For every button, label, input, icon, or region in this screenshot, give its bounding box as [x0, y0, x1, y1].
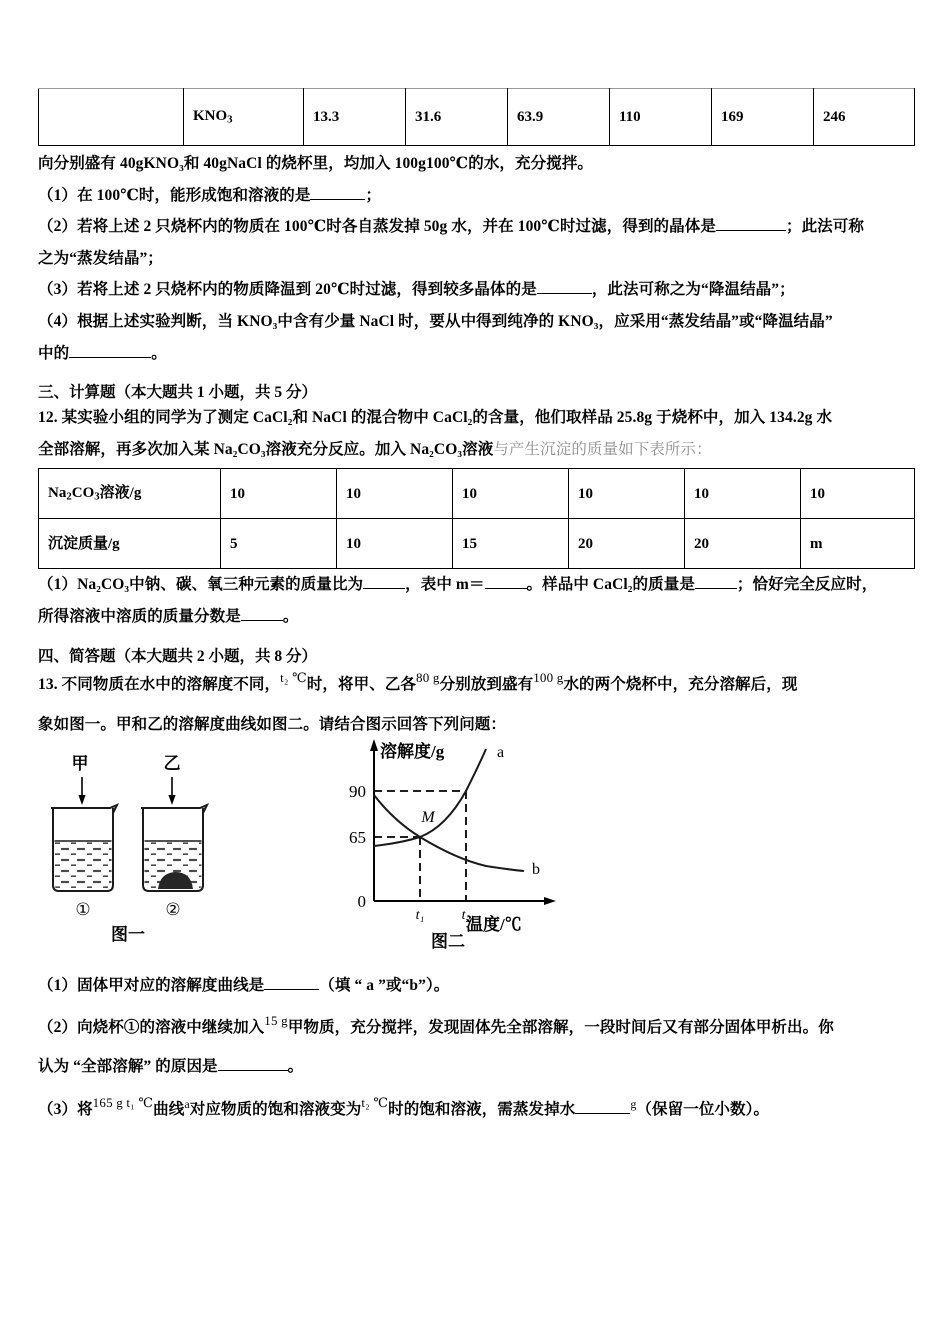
- part-text-tail: ，此法可称之为“降温结晶”；: [591, 281, 795, 299]
- part-text: 。样品中 CaCl₂的质量是: [526, 576, 695, 594]
- part-text: 曲线: [153, 1100, 185, 1118]
- part-text-tail: ；此法可称: [785, 218, 864, 236]
- part-text-cont: 认为 “全部溶解” 的原因是: [38, 1057, 218, 1075]
- arrow-head-left: [78, 795, 85, 805]
- figures-container: [38, 741, 914, 971]
- figure-two-solubility-chart: [316, 729, 576, 949]
- q11-part-4: [38, 313, 914, 332]
- y-tick-label-90: 90: [349, 781, 366, 801]
- table-cell-value: 13.3: [304, 89, 406, 146]
- answer-blank[interactable]: [264, 989, 319, 990]
- part-number: （1）: [38, 576, 78, 594]
- table-cell-value: 20: [685, 519, 801, 569]
- table-cell-value: 10: [337, 519, 453, 569]
- table-cell-value: 10: [453, 469, 569, 519]
- part-number: （1）: [38, 976, 78, 994]
- math-unit-g: g: [630, 1096, 637, 1111]
- q11-part-3: [38, 281, 914, 300]
- beaker-left-number: ①: [75, 899, 91, 919]
- q12-text-bold: 全部溶解，再多次加入某 Na₂CO₃溶液充分反应。加入 Na₂CO₃溶液: [38, 440, 494, 458]
- part-text: 在 100℃时，能形成饱和溶液的是: [77, 186, 311, 204]
- curve-b: [374, 795, 524, 871]
- q13-text: 分别放到盛有: [439, 675, 534, 693]
- section-heading-4: 四、简答题（本大题共 2 小题，共 8 分）: [38, 647, 318, 665]
- math-mass-80g: 80 g: [416, 669, 440, 685]
- table-cell-value: 15: [453, 519, 569, 569]
- answer-blank[interactable]: [537, 293, 592, 294]
- part-text: ；恰好完全反应时，: [736, 576, 878, 594]
- q12-line-2: [38, 441, 914, 460]
- y-tick-label-65: 65: [349, 827, 366, 847]
- q13-text: 时，将甲、乙各: [306, 675, 417, 693]
- beaker-left-spout: [51, 805, 117, 813]
- part-text: 若将上述 2 只烧杯内的物质降温到 20℃时过滤，得到较多晶体的是: [77, 281, 537, 299]
- answer-blank[interactable]: [485, 588, 527, 589]
- math-mass-100g: 100 g: [533, 669, 564, 685]
- part-number: （3）: [38, 281, 78, 299]
- answer-blank[interactable]: [363, 588, 405, 589]
- table-cell-value: 10: [221, 469, 337, 519]
- part-text-tail: 。: [282, 607, 299, 625]
- figure-two-caption: 图二: [431, 931, 465, 949]
- page-content: [38, 0, 914, 1119]
- table-cell-value: 5: [221, 519, 337, 569]
- q12-number: 12.: [38, 409, 58, 427]
- origin-label: 0: [357, 891, 366, 911]
- table-row: [39, 89, 915, 146]
- row-header-na2co3: $Na_2CO_3$溶液/g: [39, 469, 221, 519]
- table-cell-value: 20: [569, 519, 685, 569]
- beaker-right-label: 乙: [163, 753, 181, 773]
- table-cell-value: 10: [685, 469, 801, 519]
- figure-one-caption: 图一: [111, 924, 145, 944]
- part-text: ，表中 m＝: [405, 576, 485, 594]
- answer-blank[interactable]: [716, 230, 786, 231]
- table-cell-value: 10: [801, 469, 915, 519]
- curve-a: [374, 749, 486, 846]
- q13-part-2-cont: [38, 1058, 914, 1077]
- table-cell-value: 169: [712, 89, 814, 146]
- q11-part-2: [38, 218, 914, 237]
- q13-text: 不同物质在水中的溶解度不同，: [61, 675, 281, 693]
- figure-one-beakers: [44, 745, 294, 945]
- x-tick-label-t2: t₂: [461, 907, 471, 923]
- table-row: [39, 469, 915, 519]
- intersection-label-M: M: [421, 808, 435, 826]
- q13-part-1: [38, 977, 914, 996]
- q12-part-1: [38, 576, 914, 595]
- part-number: （3）: [38, 1100, 78, 1118]
- part-text-cont: 中的: [38, 344, 70, 362]
- part-number: （4）: [38, 312, 78, 330]
- math-temp-t2: t₂ ℃: [280, 669, 307, 685]
- part-text: Na₂CO₃中钠、碳、氧三种元素的质量比为: [77, 576, 364, 594]
- part-text: 向烧杯①的溶液中继续加入: [77, 1019, 265, 1037]
- curve-a-label: a: [497, 743, 505, 761]
- q13-number: 13.: [38, 675, 58, 693]
- table-cell-value: 10: [569, 469, 685, 519]
- table-cell-empty: [39, 89, 184, 146]
- part-text-tail: （填 “ a ”或“b”）。: [319, 976, 450, 994]
- part-text-tail: 。: [287, 1057, 304, 1075]
- q13-part-2: [38, 1013, 914, 1038]
- answer-blank[interactable]: [69, 357, 151, 358]
- q11-part-1: [38, 187, 914, 206]
- table-cell-value: 10: [337, 469, 453, 519]
- answer-blank[interactable]: [575, 1113, 630, 1114]
- q12-text: 某实验小组的同学为了测定 CaCl₂和 NaCl 的混合物中 CaCl₂的含量，他们取样品 25.8g 于烧杯中，加入 134.2g 水: [61, 409, 833, 427]
- beaker-right-number: ②: [165, 899, 181, 919]
- q13-line-1: [38, 669, 914, 695]
- answer-blank[interactable]: [310, 199, 365, 200]
- table-cell-value: 110: [610, 89, 712, 146]
- curve-b-label: b: [532, 860, 540, 878]
- table-cell-value: 246: [814, 89, 915, 146]
- y-axis-arrow: [370, 739, 378, 751]
- table-cell-value: 31.6: [406, 89, 508, 146]
- answer-blank[interactable]: [695, 588, 737, 589]
- x-axis-arrow: [544, 897, 556, 905]
- part-number: （2）: [38, 218, 78, 236]
- q12-line-1: [38, 409, 914, 428]
- part-number: （2）: [38, 1019, 78, 1037]
- answer-blank[interactable]: [241, 620, 283, 621]
- x-axis-label: 温度/℃: [466, 914, 522, 934]
- section-heading-3: 三、计算题（本大题共 1 小题，共 5 分）: [38, 384, 318, 402]
- beaker-left-label: 甲: [71, 753, 89, 773]
- y-axis-label: 溶解度/g: [380, 741, 445, 761]
- q11-intro: 向分别盛有 40gKNO₃和 40gNaCl 的烧杯里，均加入 100g100℃的水，充分搅拌。: [38, 155, 594, 172]
- beaker-left-liquid: [55, 841, 112, 890]
- part-text: 时的饱和溶液，需蒸发掉水: [388, 1100, 576, 1118]
- part-text: 固体甲对应的溶解度曲线是: [77, 976, 265, 994]
- x-tick-label-t1: t₁: [415, 907, 425, 923]
- part-text-tail: 。: [151, 344, 167, 362]
- part-text-cont: 所得溶液中溶质的质量分数是: [38, 607, 241, 625]
- part-text: 将: [77, 1100, 93, 1118]
- part-text-tail: （保留一位小数）。: [636, 1100, 770, 1118]
- precipitate-data-table: [38, 468, 915, 569]
- part-text-tail: ；: [365, 186, 382, 204]
- table-row: [39, 519, 915, 569]
- q12-part-1-cont: [38, 608, 914, 627]
- arrow-head-right: [168, 795, 175, 805]
- q13-part-3: [38, 1094, 914, 1120]
- q13-line-2: 象如图一。甲和乙的溶解度曲线如图二。请结合图示回答下列问题：: [38, 716, 507, 734]
- part-number: （1）: [38, 186, 78, 204]
- q13-text: 水的两个烧杯中，充分溶解后，现: [563, 675, 798, 693]
- q11-part-4-cont: [38, 345, 914, 364]
- row-header-precipitate: 沉淀质量/g: [39, 519, 221, 569]
- table-cell-substance: $KNO_3$: [184, 89, 304, 146]
- part-text: 根据上述实验判断，当 KNO₃中含有少量 NaCl 时，要从中得到纯净的 KNO₃，应采用“蒸发结晶”或“降温结晶”: [77, 312, 833, 330]
- q11-part-2-cont: 之为“蒸发结晶”；: [38, 249, 163, 267]
- q12-text-faded: 与产生沉淀的质量如下表所示：: [493, 440, 712, 458]
- math-curve-a: a: [184, 1096, 190, 1111]
- part-text: 甲物质，充分搅拌，发现固体先全部溶解，一段时间后又有部分固体甲析出。你: [287, 1019, 834, 1037]
- math-mass-15g: 15 g: [264, 1013, 288, 1029]
- math-165g-t1: 165 g t₁ ℃: [92, 1094, 154, 1110]
- table-cell-value: 63.9: [508, 89, 610, 146]
- answer-blank[interactable]: [218, 1070, 288, 1071]
- part-text: 若将上述 2 只烧杯内的物质在 100℃时各自蒸发掉 50g 水，并在 100℃时过滤，得到的晶体是: [77, 218, 716, 236]
- beaker-right-spout: [141, 805, 207, 813]
- solubility-table-top: [38, 88, 915, 146]
- part-text: 对应物质的饱和溶液变为: [189, 1100, 362, 1118]
- math-temp-t2b: t₂ ℃: [361, 1094, 389, 1110]
- table-cell-value: m: [801, 519, 915, 569]
